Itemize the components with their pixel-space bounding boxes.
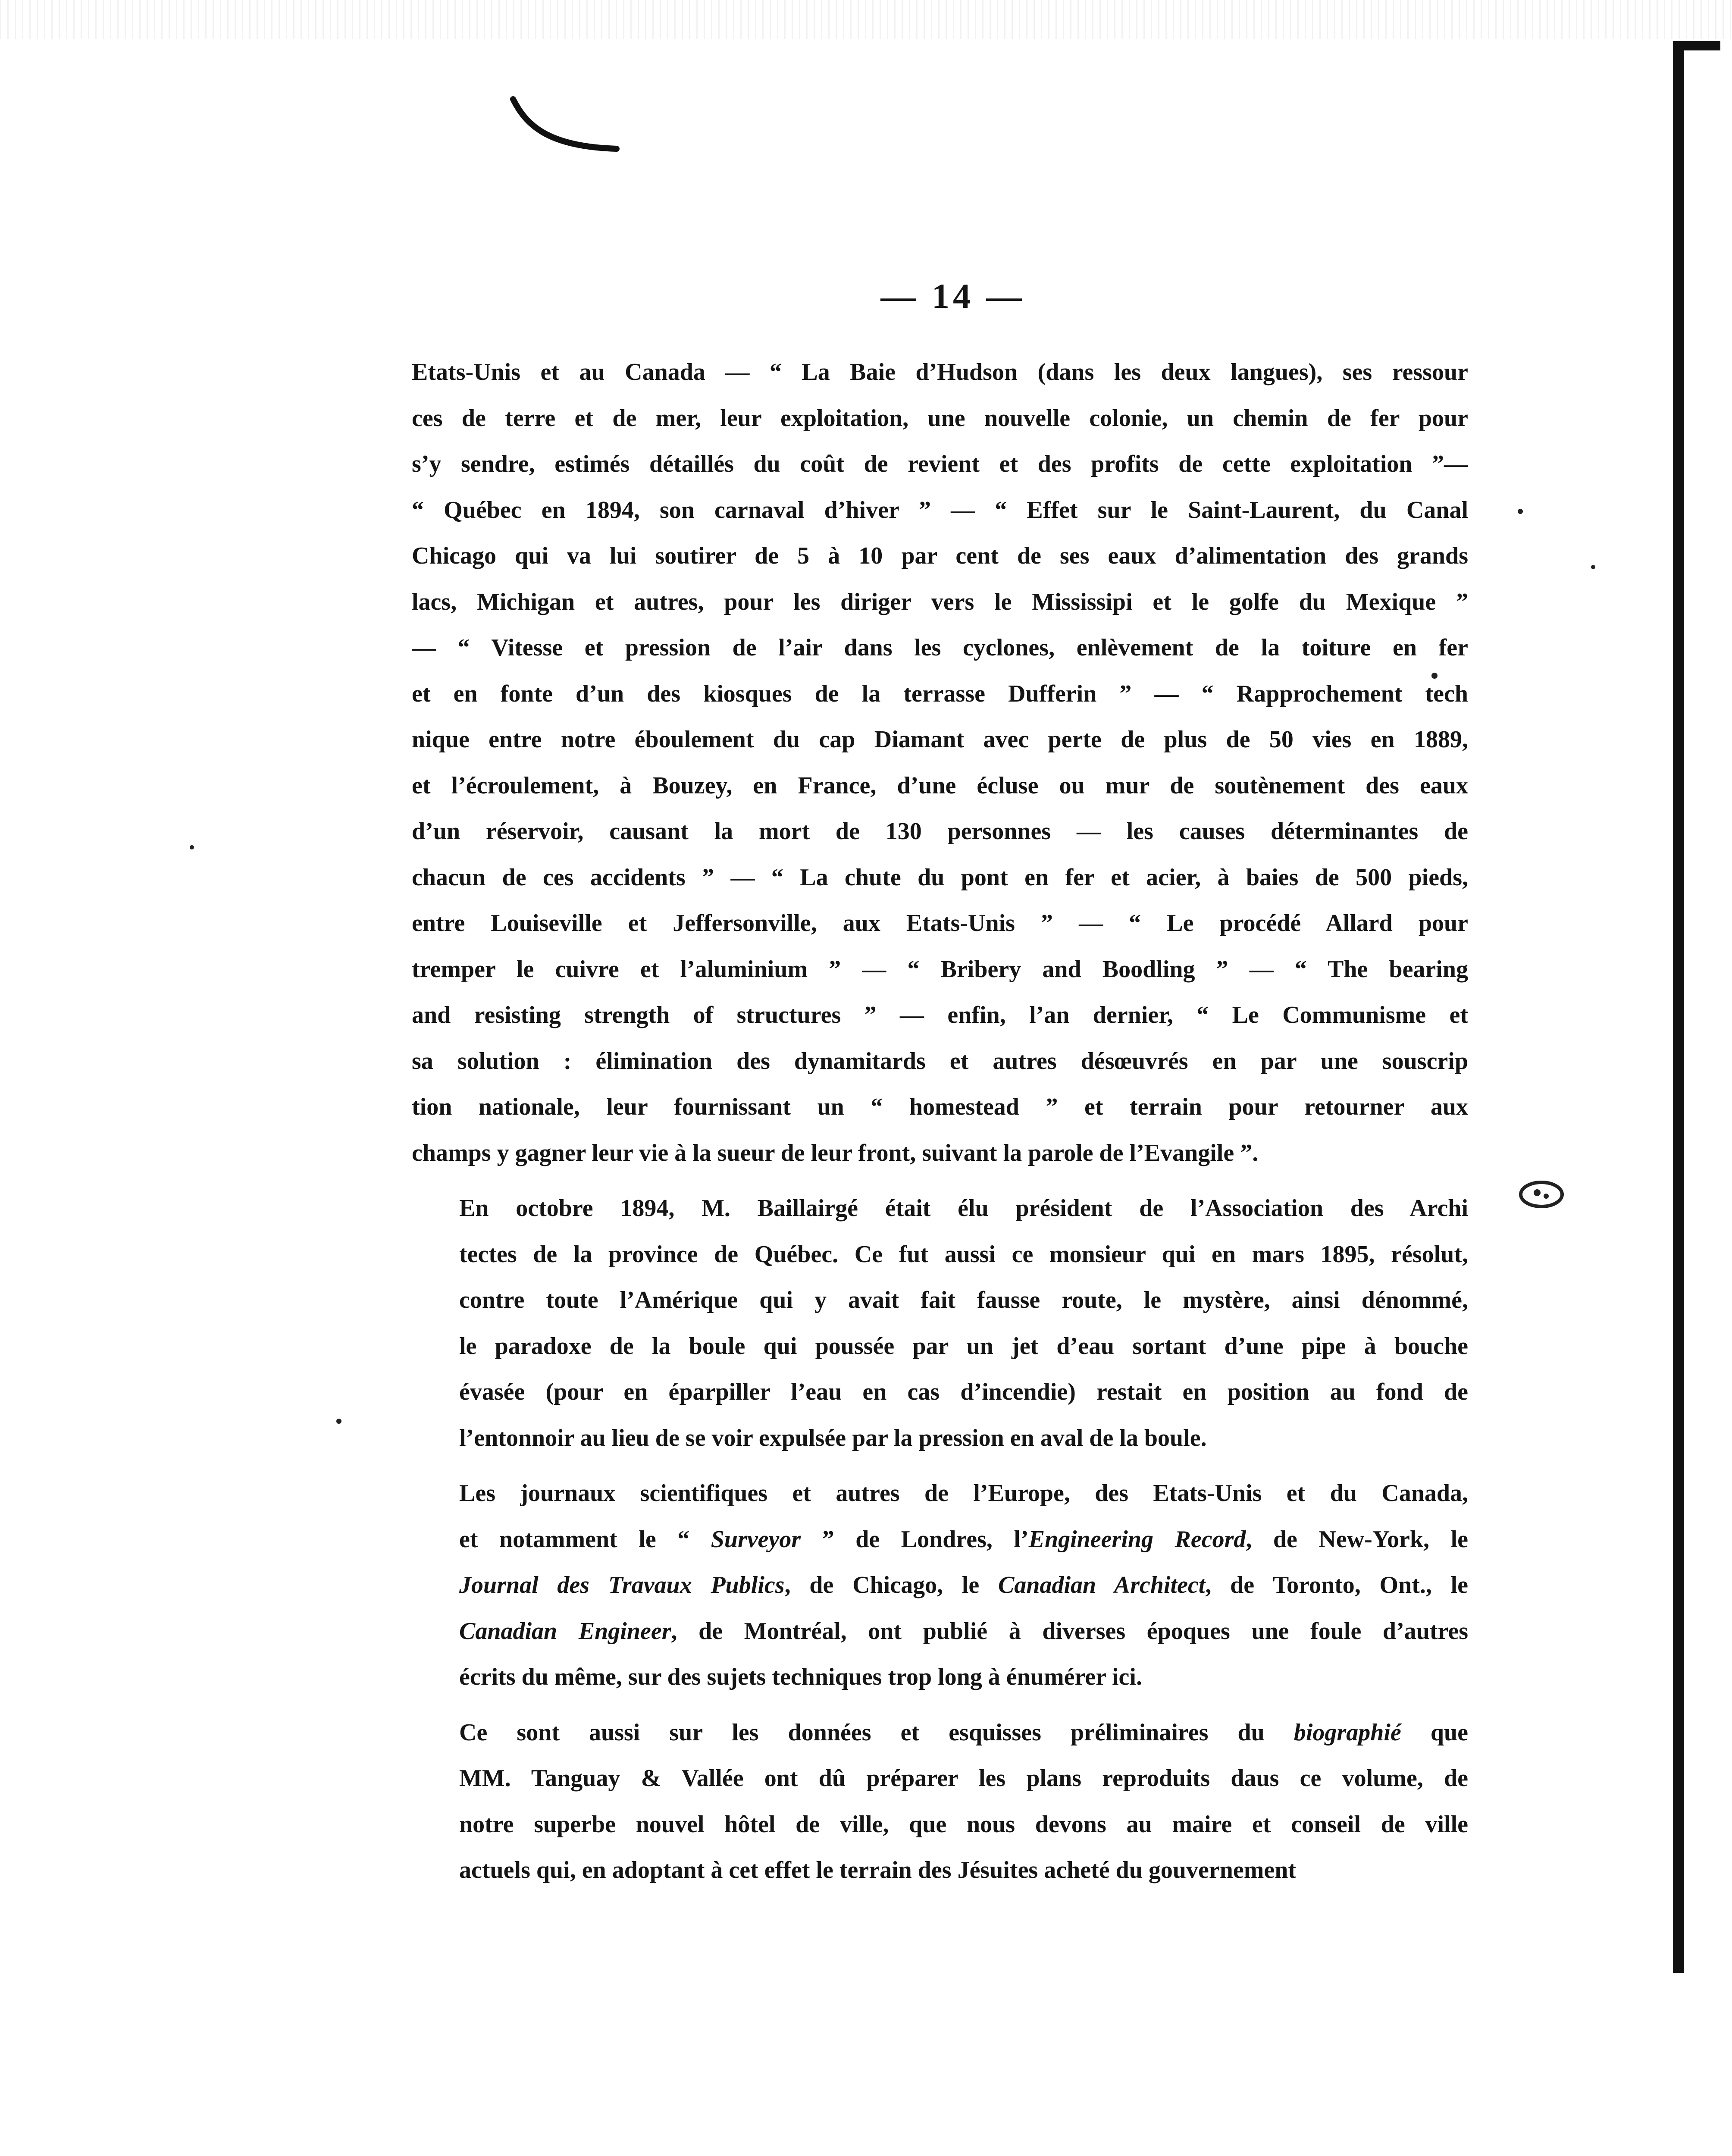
text-line (412, 1710, 1468, 1756)
text-line (412, 1847, 1468, 1893)
text-line: et l’écroulement, à Bouzey, en France, d’une écluse ou mur de soutènement des eaux (412, 772, 1468, 799)
italic-title: Journal des Travaux Publics (459, 1572, 785, 1598)
body-text (412, 349, 1468, 1893)
text-segment: actuels qui, en adoptant à cet effet le terrain des Jésuites acheté du gouvernement (459, 1857, 1297, 1883)
text-segment: , de Toronto, Ont., le (1205, 1572, 1468, 1598)
paragraph (412, 1185, 1468, 1461)
text-line (412, 1562, 1468, 1608)
paragraph (412, 1710, 1468, 1893)
scan-noise-top (0, 0, 1732, 39)
text-segment: Ce sont aussi sur les données et esquisses préliminaires du (459, 1719, 1294, 1746)
speck-mark (1518, 509, 1523, 514)
text-segment: notre superbe nouvel hôtel de ville, que nous devons au maire et conseil de ville (459, 1811, 1468, 1838)
speck-mark (336, 1419, 341, 1424)
italic-title: Canadian Engineer (459, 1617, 671, 1645)
text-line: sa solution : élimination des dynamitards et autres désœuvrés en par une souscrip (412, 1047, 1468, 1075)
text-line: tremper le cuivre et l’aluminium ” — “ Bribery and Boodling ” — “ The bearing (412, 956, 1468, 983)
italic-title: Surveyor (711, 1526, 801, 1553)
italic-title: Engineering Record (1028, 1526, 1246, 1553)
paragraph (412, 1470, 1468, 1700)
text-line: l’entonnoir au lieu de se voir expulsée par la pression en aval de la boule. (459, 1424, 1207, 1451)
text-line: nique entre notre éboulement du cap Diamant avec perte de plus de 50 vies en 1889, (412, 726, 1468, 753)
page-number: — 14 — (880, 276, 1025, 316)
speck-mark (190, 845, 194, 849)
binding-edge-corner (1673, 41, 1720, 50)
text-line: chacun de ces accidents ” — “ La chute du pont en fer et acier, à baies de 500 pieds, (412, 864, 1468, 891)
speck-mark (1591, 565, 1595, 569)
text-line: d’un réservoir, causant la mort de 130 personnes — les causes déterminantes de (412, 818, 1468, 845)
text-line: tion nationale, leur fournissant un “ homestead ” et terrain pour retourner aux (412, 1094, 1468, 1120)
pen-stroke-mark (509, 95, 621, 160)
text-line: lacs, Michigan et autres, pour les diriger vers le Mississipi et le golfe du Mexique ” (412, 588, 1468, 615)
text-segment: ” de Londres, l’ (801, 1526, 1029, 1553)
text-line: Chicago qui va lui soutirer de 5 à 10 par cent de ses eaux d’alimentation des grands (412, 542, 1468, 569)
text-segment: que (1401, 1719, 1468, 1746)
text-line (412, 1470, 1468, 1517)
text-line: En octobre 1894, M. Baillairgé était élu président de l’Association des Archi (459, 1195, 1468, 1222)
text-line (412, 1802, 1468, 1848)
ink-blot-mark (1518, 1177, 1565, 1212)
text-line: s’y sendre, estimés détaillés du coût de revient et des profits de cette exploitation ”— (412, 451, 1468, 477)
text-line: champs y gagner leur vie à la sueur de leur front, suivant la parole de l’Evangile ”. (412, 1139, 1259, 1166)
text-line: “ Québec en 1894, son carnaval d’hiver ” — “ Effet sur le Saint-Laurent, du Canal (412, 496, 1468, 523)
text-line: ces de terre et de mer, leur exploitation, une nouvelle colonie, un chemin de fer pour (412, 404, 1468, 432)
text-line: tectes de la province de Québec. Ce fut aussi ce monsieur qui en mars 1895, résolut, (459, 1241, 1468, 1268)
text-line (412, 1608, 1468, 1655)
text-segment: , de Chicago, le (784, 1572, 998, 1598)
text-line: contre toute l’Amérique qui y avait fait fausse route, le mystère, ainsi dénommé, (459, 1287, 1468, 1313)
text-line: et en fonte d’un des kiosques de la terrasse Dufferin ” — “ Rapprochement tech (412, 680, 1468, 707)
text-segment: , de New-York, le (1246, 1526, 1468, 1553)
italic-title: biographié (1294, 1719, 1401, 1746)
text-segment: Les journaux scientifiques et autres de l’Europe, des Etats-Unis et du Canada, (459, 1480, 1468, 1507)
binding-edge-line (1673, 41, 1684, 1973)
text-line: évasée (pour en éparpiller l’eau en cas d’incendie) restait en position au fond de (459, 1379, 1468, 1405)
italic-title: Canadian Architect (998, 1572, 1206, 1598)
text-segment: écrits du même, sur des sujets techniques trop long à énumérer ici. (459, 1664, 1142, 1690)
text-segment: , de Montréal, ont publié à diverses époques une foule d’autres (671, 1617, 1468, 1645)
text-line: le paradoxe de la boule qui poussée par un jet d’eau sortant d’une pipe à bouche (459, 1332, 1468, 1360)
text-segment: et notamment le “ (459, 1526, 711, 1553)
text-line (412, 1517, 1468, 1563)
text-line (412, 1755, 1468, 1802)
text-line: entre Louiseville et Jeffersonville, aux Etats-Unis ” — “ Le procédé Allard pour (412, 910, 1468, 937)
text-line: and resisting strength of structures ” — enfin, l’an dernier, “ Le Communisme et (412, 1002, 1468, 1028)
paragraph (412, 349, 1468, 1176)
text-line: — “ Vitesse et pression de l’air dans les cyclones, enlèvement de la toiture en fer (412, 634, 1468, 661)
text-line: Etats-Unis et au Canada — “ La Baie d’Hudson (dans les deux langues), ses ressour (412, 359, 1468, 385)
text-segment: MM. Tanguay & Vallée ont dû préparer les plans reproduits daus ce volume, de (459, 1765, 1468, 1792)
text-line (412, 1654, 1468, 1700)
